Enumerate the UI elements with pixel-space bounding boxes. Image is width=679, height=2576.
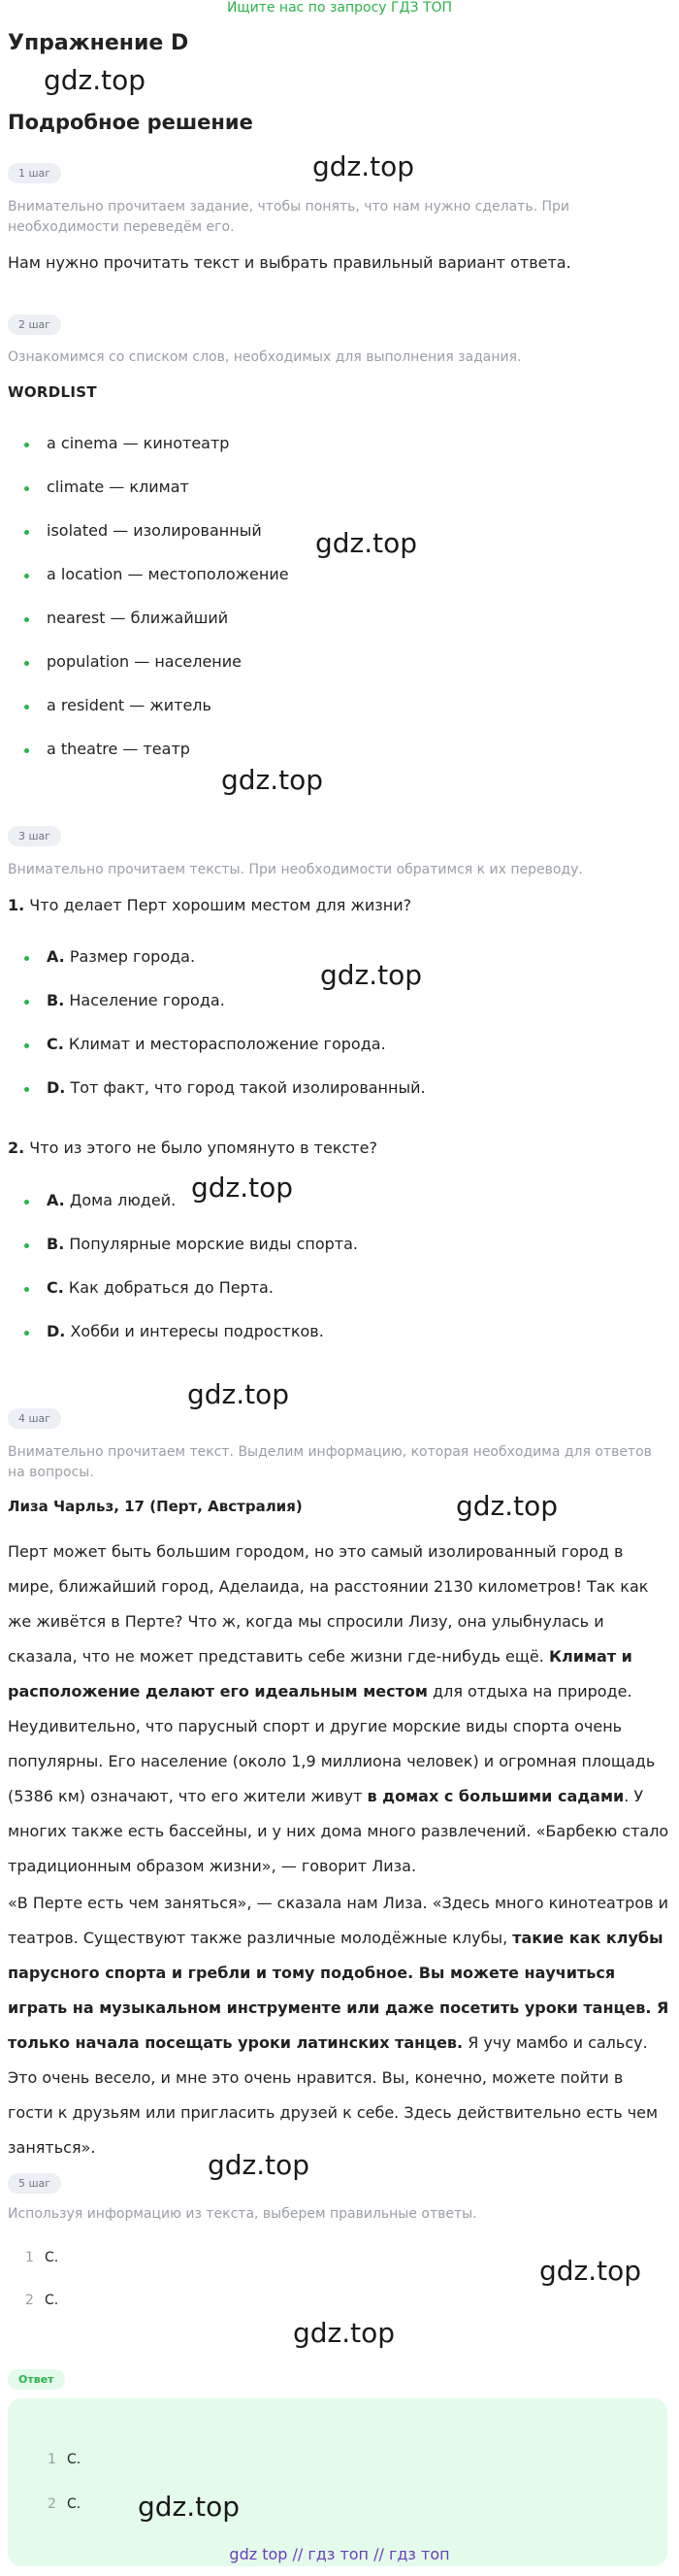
answer-badge: Ответ [8,2369,65,2390]
watermark: gdz.top [221,764,324,796]
footer-links[interactable]: gdz top // гдз топ // гдз топ [229,2545,450,2563]
wordlist-title: WORDLIST [8,383,97,401]
wordlist [8,434,289,783]
watermark: gdz.top [191,1172,294,1204]
option-d: D. Хобби и интересы подростков. [8,1322,358,1366]
option-c: C. Как добраться до Перта. [8,1278,358,1322]
watermark: gdz.top [187,1378,290,1410]
list-item: population — население [8,652,289,696]
step-badge: 4 шаг [8,1408,61,1429]
watermark: gdz.top [138,2491,241,2523]
step-badge: 1 шаг [8,163,61,183]
watermark: gdz.top [539,2255,642,2287]
step-hint: Внимательно прочитаем задание, чтобы понять, что нам нужно сделать. При необходимости переведём его. [8,199,569,235]
option-c: C. Климат и месторасположение города. [8,1035,426,1078]
answer-row: 1 C. [48,2452,81,2467]
option-b: B. Население города. [8,991,426,1035]
article-paragraph-1: Перт может быть большим городом, но это самый изолированный город в мире, ближайший город, Аделаида, на расстоянии 2130 километров! Так как же живётся в Перте? Что ж, когда мы спросили Лизу, она улыбнулась и сказала, что не может представить себе жизни где-нибудь ещё. Климат и расположение делают его идеальным местом для отдыха на природе. Неудивительно, что парусный спорт и другие морские виды спорта очень популярны. Его население (около 1,9 миллиона человек) и огромная площадь (5386 км) означают, что его жители живут в домах с большими садами. У многих также есть бассейны, и у них дома много развлечений. «Барбекю стало традиционным образом жизни», — говорит Лиза. [8,1542,669,1875]
question-2: 2. Что из этого не было упомянуто в тексте? [8,1139,377,1157]
watermark: gdz.top [312,150,415,182]
step-hint: Внимательно прочитаем текст. Выделим информацию, которая необходима для ответов на вопросы. [8,1444,652,1480]
watermark: gdz.top [208,2149,310,2181]
step-text: Нам нужно прочитать текст и выбрать правильный вариант ответа. [8,253,571,272]
step-hint: Используя информацию из текста, выберем правильные ответы. [8,2206,477,2222]
option-d: D. Тот факт, что город такой изолированный. [8,1078,426,1122]
list-item: nearest — ближайший [8,609,289,652]
step-hint: Внимательно прочитаем тексты. При необходимости обратимся к их переводу. [8,862,583,877]
list-item: a location — местоположение [8,565,289,609]
option-a: A. Дома людей. [8,1191,358,1235]
question-2-options [8,1191,358,1366]
watermark: gdz.top [293,2317,396,2349]
solution-title: Подробное решение [8,111,253,134]
step-badge: 5 шаг [8,2173,61,2194]
watermark: gdz.top [320,959,423,991]
answer-row: 2 C. [25,2293,59,2308]
watermark: gdz.top [456,1490,559,1522]
option-b: B. Популярные морские виды спорта. [8,1235,358,1278]
list-item: a resident — житель [8,696,289,740]
search-banner[interactable]: Ищите нас по запросу ГДЗ ТОП [226,0,453,16]
step-hint: Ознакомимся со списком слов, необходимых для выполнения задания. [8,349,522,365]
watermark: gdz.top [315,527,418,559]
exercise-title: Упражнение D [8,31,189,55]
question-1: 1. Что делает Перт хорошим местом для жизни? [8,896,412,914]
step-badge: 2 шаг [8,314,61,335]
article-author: Лиза Чарльз, 17 (Перт, Австралия) [8,1498,303,1515]
watermark: gdz.top [44,64,146,96]
list-item: a theatre — театр [8,740,289,783]
list-item: isolated — изолированный [8,521,289,565]
answer-row: 2 C. [48,2496,81,2512]
article-paragraph-2: «В Перте есть чем заняться», — сказала нам Лиза. «Здесь много кинотеатров и театров. Существуют также различные молодёжные клубы, такие как клубы парусного спорта и гребли и тому подобное. Вы можете научиться играть на музыкальном инструменте или даже посетить уроки танцев. Я только начала посещать уроки латинских танцев. Я учу мамбо и сальсу. Это очень весело, и мне это очень нравится. Вы, конечно, можете пойти в гости к друзьям или пригласить друзей к себе. Здесь действительно есть чем заняться». [8,1894,669,2157]
answer-box [8,2398,667,2566]
answer-row: 1 C. [25,2250,59,2265]
list-item: a cinema — кинотеатр [8,434,289,478]
step-badge: 3 шаг [8,826,61,846]
list-item: climate — климат [8,478,289,521]
option-a: A. Размер города. [8,947,426,991]
